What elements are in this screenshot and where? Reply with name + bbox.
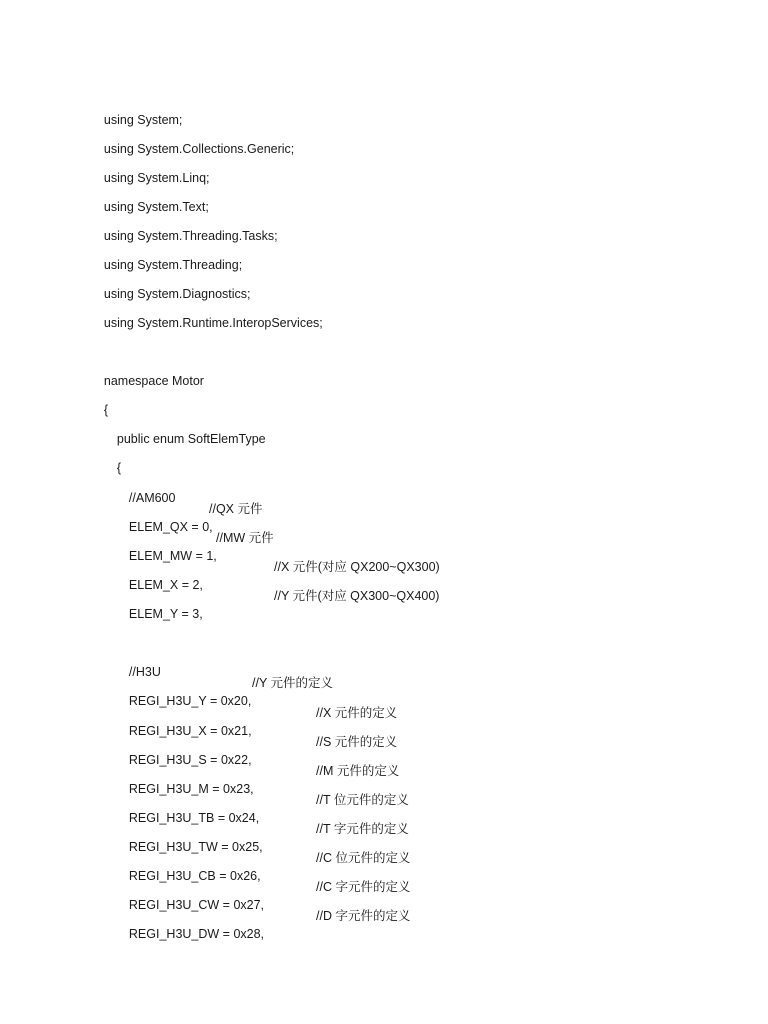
code-text: ELEM_QX = 0, — [128, 520, 213, 534]
code-line — [115, 529, 274, 563]
code-text: REGI_H3U_DW = 0x28, — [128, 927, 265, 941]
code-line — [115, 733, 398, 767]
code-line — [115, 587, 440, 621]
code-comment: //S 元件的定义 — [316, 735, 398, 749]
code-line — [90, 151, 210, 185]
code-text: namespace Motor — [103, 374, 204, 388]
code-line — [115, 791, 409, 825]
code-line — [115, 878, 411, 912]
code-comment: //T 位元件的定义 — [316, 793, 409, 807]
code-line — [90, 180, 209, 214]
code-line — [90, 354, 204, 388]
code-text: //AM600 — [128, 491, 176, 505]
code-line — [90, 122, 295, 156]
code-line — [90, 209, 278, 243]
code-comment: //X 元件的定义 — [316, 706, 398, 720]
code-text: REGI_H3U_Y = 0x20, — [128, 694, 252, 708]
code-text: //H3U — [128, 665, 161, 679]
code-line — [115, 762, 400, 796]
code-comment: //MW 元件 — [216, 531, 274, 545]
code-line — [90, 267, 251, 301]
code-text: using System.Threading; — [103, 258, 243, 272]
code-text: using System.Collections.Generic; — [103, 142, 295, 156]
code-line — [103, 412, 266, 446]
code-comment: //Y 元件的定义 — [252, 676, 334, 690]
code-comment: //D 字元件的定义 — [316, 909, 411, 923]
code-text: { — [116, 461, 122, 475]
code-line — [90, 383, 109, 417]
code-text: public enum SoftElemType — [116, 432, 266, 446]
code-text: ELEM_X = 2, — [128, 578, 203, 592]
code-text: REGI_H3U_X = 0x21, — [128, 724, 252, 738]
code-text: using System; — [103, 113, 183, 127]
code-text: ELEM_Y = 3, — [128, 607, 203, 621]
code-text: using System.Runtime.InteropServices; — [103, 316, 323, 330]
code-text: using System.Linq; — [103, 171, 210, 185]
code-text: REGI_H3U_TW = 0x25, — [128, 840, 263, 854]
code-comment: //QX 元件 — [209, 502, 263, 516]
code-comment: //Y 元件(对应 QX300~QX400) — [274, 589, 440, 603]
code-line — [115, 471, 176, 505]
code-text: REGI_H3U_CB = 0x26, — [128, 869, 261, 883]
code-comment: //X 元件(对应 QX200~QX300) — [274, 560, 440, 574]
code-line — [115, 645, 161, 679]
code-line — [90, 93, 183, 127]
code-text: REGI_H3U_TB = 0x24, — [128, 811, 260, 825]
code-line — [115, 907, 411, 941]
code-text: using System.Threading.Tasks; — [103, 229, 278, 243]
code-text: REGI_H3U_S = 0x22, — [128, 753, 252, 767]
code-line — [115, 674, 334, 708]
code-text: REGI_H3U_M = 0x23, — [128, 782, 254, 796]
code-line — [90, 238, 243, 272]
code-comment: //C 位元件的定义 — [316, 851, 411, 865]
code-text: using System.Text; — [103, 200, 209, 214]
code-text: using System.Diagnostics; — [103, 287, 251, 301]
code-comment: //M 元件的定义 — [316, 764, 400, 778]
code-line — [115, 849, 411, 883]
code-line — [103, 441, 122, 475]
code-text: ELEM_MW = 1, — [128, 549, 217, 563]
code-line — [90, 296, 323, 330]
code-line — [115, 704, 398, 738]
code-line — [115, 820, 409, 854]
code-comment: //T 字元件的定义 — [316, 822, 409, 836]
code-line — [115, 500, 263, 534]
code-text: REGI_H3U_CW = 0x27, — [128, 898, 265, 912]
code-text: { — [103, 403, 109, 417]
code-line — [115, 558, 440, 592]
code-comment: //C 字元件的定义 — [316, 880, 411, 894]
